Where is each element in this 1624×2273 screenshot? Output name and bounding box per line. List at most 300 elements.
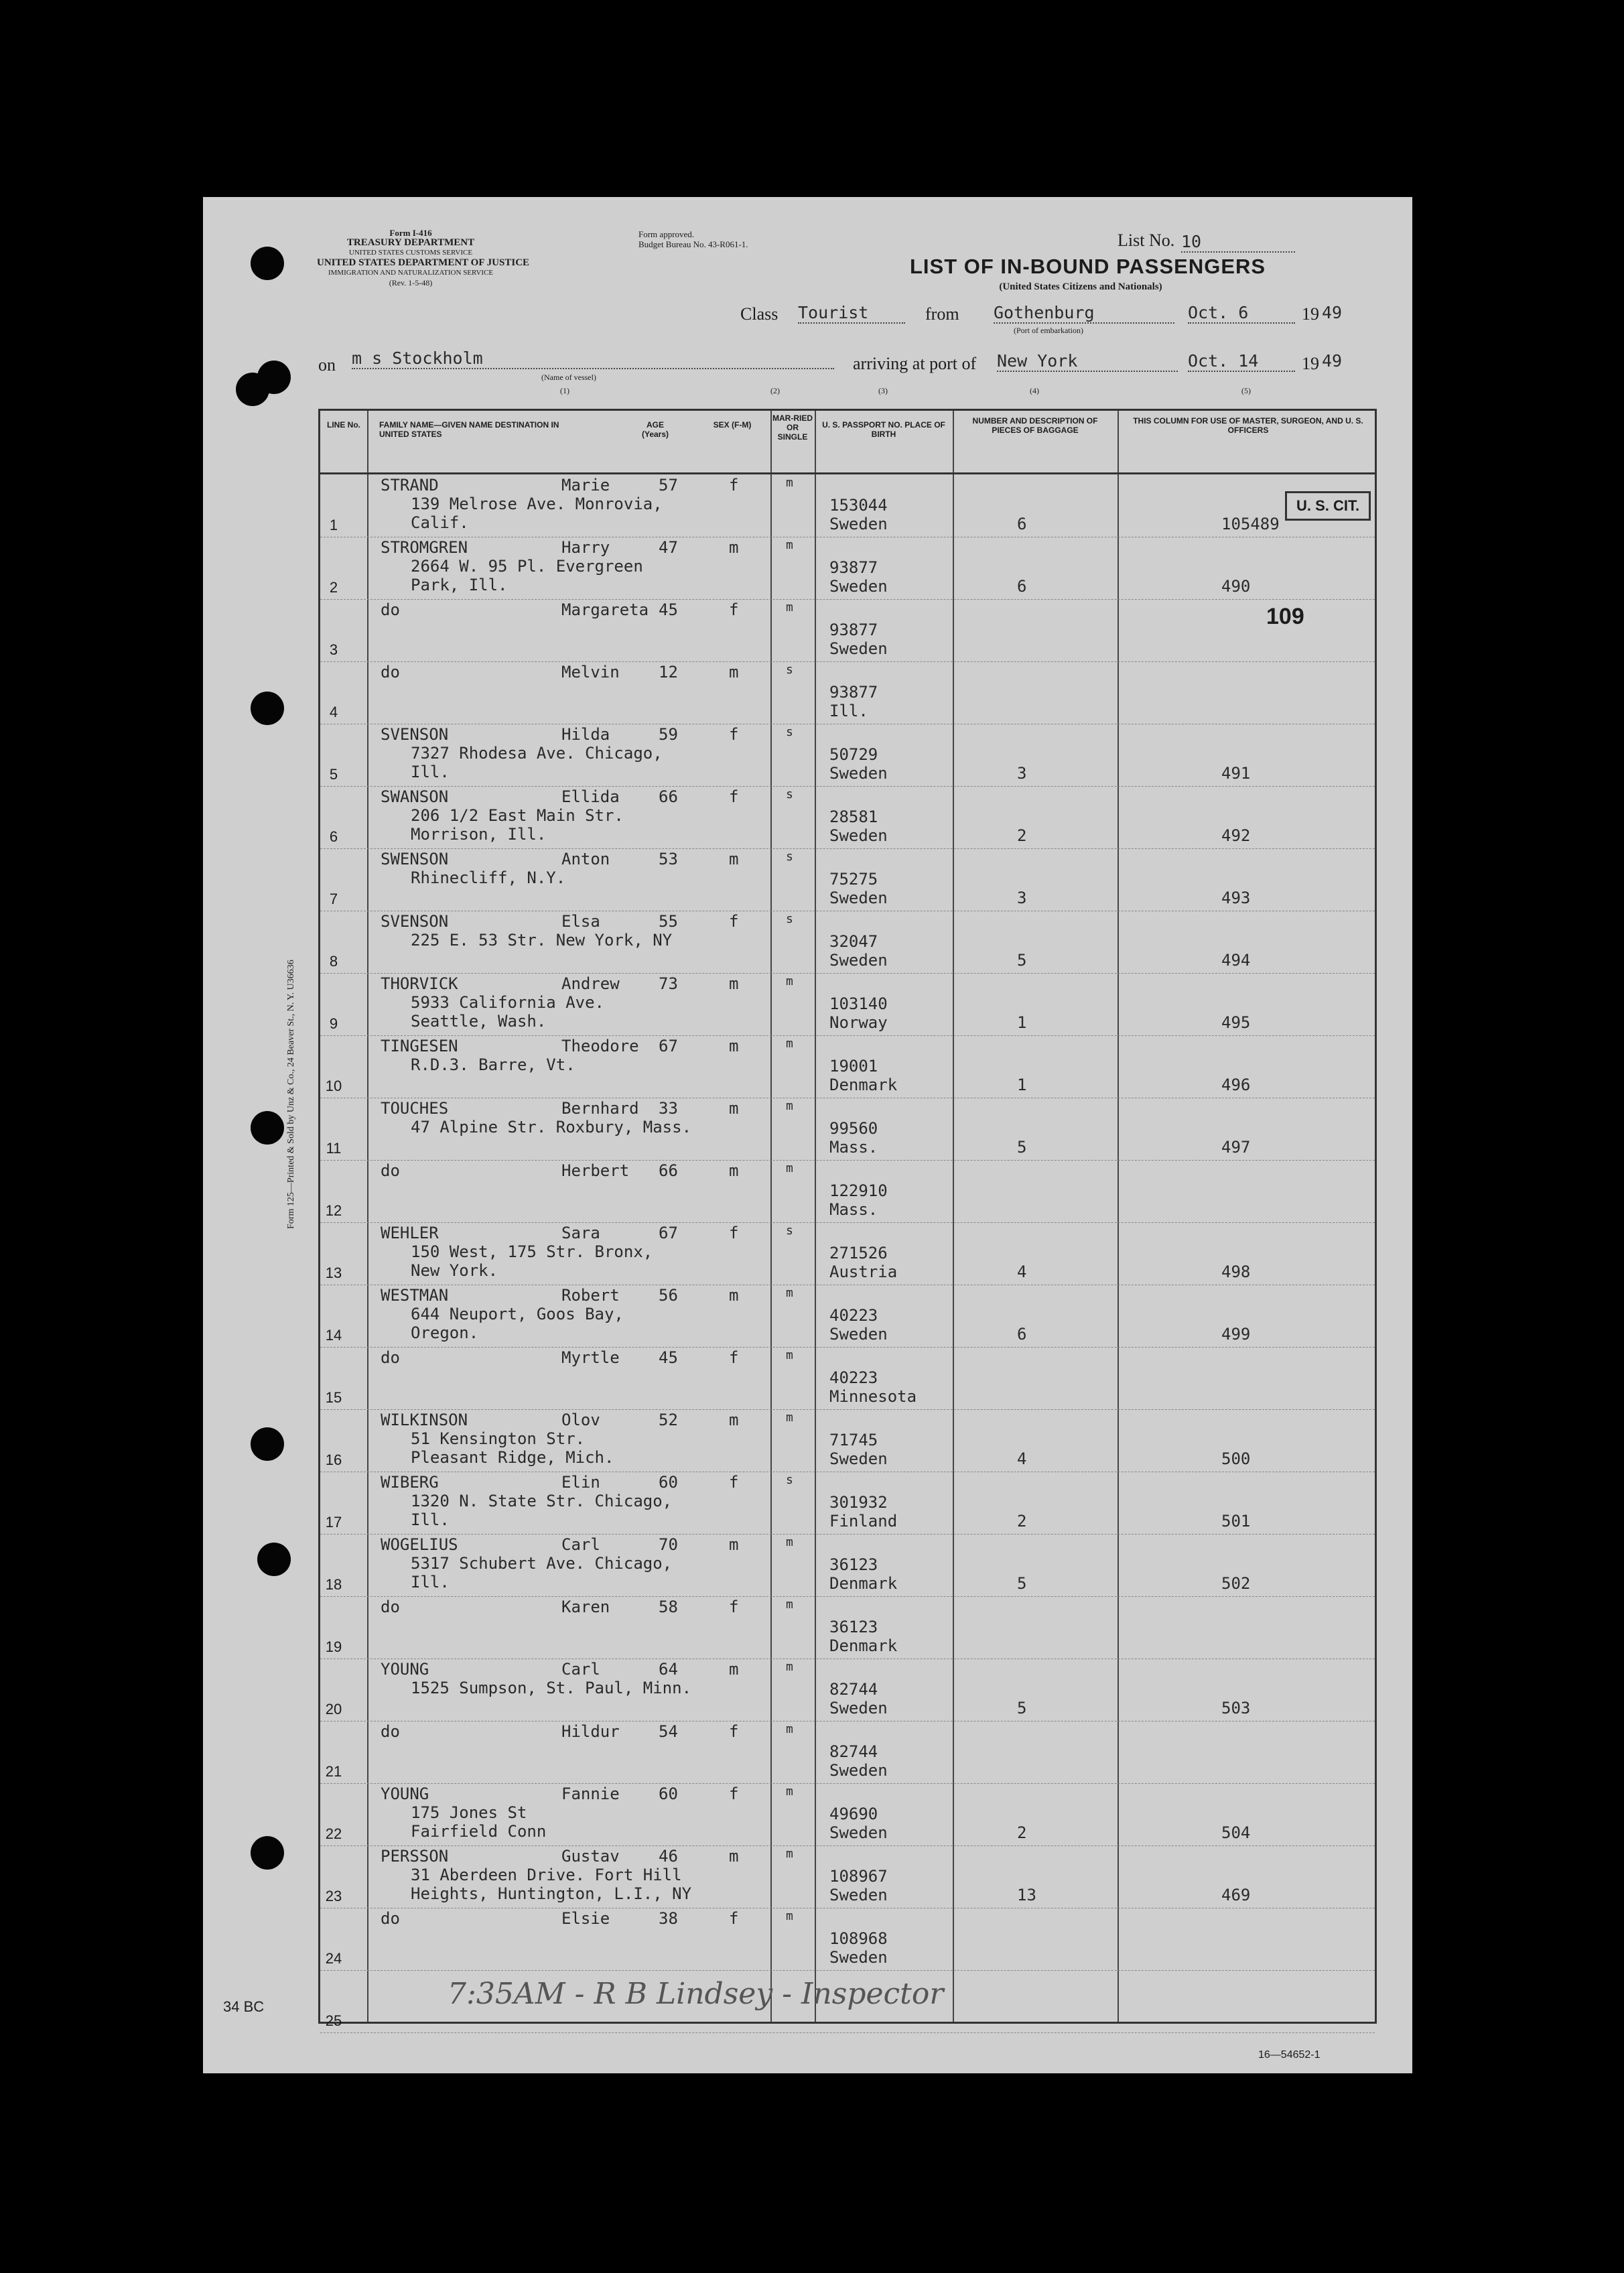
sex: m	[729, 1535, 739, 1554]
officer-number: 495	[1221, 1013, 1251, 1032]
officer-number: 501	[1221, 1512, 1251, 1531]
baggage-count: 2	[1017, 1512, 1027, 1531]
treasury-label: TREASURY DEPARTMENT	[346, 237, 475, 248]
destination-line: 47 Alpine Str. Roxbury, Mass.	[411, 1118, 692, 1136]
table-row	[320, 911, 1375, 974]
passport-number: 271526	[829, 1244, 888, 1262]
officer-number: 497	[1221, 1138, 1251, 1157]
destination-line: 225 E. 53 Str. New York, NY	[411, 931, 673, 950]
family-name: WOGELIUS	[381, 1535, 458, 1554]
port-caption: (Port of embarkation)	[1014, 326, 1083, 335]
family-name: THORVICK	[381, 974, 458, 993]
family-name: WIBERG	[381, 1473, 439, 1492]
family-name: SVENSON	[381, 912, 449, 931]
baggage-count: 6	[1017, 577, 1027, 596]
table-row	[320, 1409, 1375, 1472]
family-name: WEHLER	[381, 1224, 439, 1242]
passport-number: 301932	[829, 1493, 888, 1512]
line-number: 7	[329, 891, 338, 907]
destination-line: Heights, Huntington, L.I., NY	[411, 1884, 692, 1903]
marital-status: m	[786, 1037, 793, 1051]
line-number: 4	[329, 704, 338, 720]
marital-status: s	[786, 725, 793, 739]
print-code: 16—54652-1	[1258, 2049, 1321, 2061]
col-header-officers: THIS COLUMN FOR USE OF MASTER, SURGEON, AND U. S. OFFICERS	[1133, 416, 1363, 435]
col-num-2: (2)	[770, 386, 780, 395]
sex: m	[729, 1161, 739, 1180]
family-name: do	[381, 1909, 400, 1928]
passport-number: 122910	[829, 1181, 888, 1200]
officer-number: 492	[1221, 826, 1251, 845]
family-name: YOUNG	[381, 1784, 429, 1803]
age: 59	[659, 725, 678, 744]
place-of-birth: Norway	[829, 1013, 888, 1032]
col-num-5: (5)	[1241, 386, 1251, 395]
table-row	[320, 1472, 1375, 1535]
destination-line: 51 Kensington Str.	[411, 1429, 586, 1448]
destination-line: Fairfield Conn	[411, 1822, 547, 1841]
marital-status: m	[786, 1909, 793, 1923]
table-row	[320, 474, 1375, 537]
table-row	[320, 1783, 1375, 1846]
marital-status: s	[786, 850, 793, 864]
marital-status: s	[786, 1473, 793, 1487]
from-label: from	[925, 304, 959, 324]
destination-line: Ill.	[411, 763, 450, 781]
binder-hole	[236, 373, 269, 406]
baggage-count: 3	[1017, 889, 1027, 907]
age: 58	[659, 1598, 678, 1616]
age: 66	[659, 787, 678, 806]
list-no-value: 10	[1181, 232, 1295, 253]
passport-number: 93877	[829, 621, 878, 639]
age: 45	[659, 1348, 678, 1367]
place-of-birth: Sweden	[829, 1823, 888, 1842]
binder-hole	[251, 1836, 284, 1870]
age: 54	[659, 1722, 678, 1741]
destination-line: 139 Melrose Ave. Monrovia,	[411, 495, 663, 513]
family-name: STRAND	[381, 476, 439, 495]
sex: m	[729, 1411, 739, 1429]
table-row	[320, 848, 1375, 911]
marital-status: m	[786, 1348, 793, 1362]
line-number: 13	[325, 1264, 342, 1281]
baggage-count: 2	[1017, 826, 1027, 845]
from-value: Gothenburg	[994, 303, 1174, 324]
given-name: Carl	[561, 1660, 600, 1679]
given-name: Hildur	[561, 1722, 620, 1741]
marital-status: m	[786, 1784, 793, 1799]
place-of-birth: Sweden	[829, 1449, 888, 1468]
baggage-count: 1	[1017, 1013, 1027, 1032]
place-of-birth: Sweden	[829, 1886, 888, 1904]
destination-line: 206 1/2 East Main Str.	[411, 806, 624, 825]
line-number: 8	[329, 953, 338, 970]
given-name: Ellida	[561, 787, 620, 806]
destination-line: 5933 California Ave.	[411, 993, 604, 1012]
baggage-count: 5	[1017, 951, 1027, 970]
place-of-birth: Sweden	[829, 889, 888, 907]
marital-status: m	[786, 1535, 793, 1549]
table-row	[320, 1908, 1375, 1971]
table-row	[320, 786, 1375, 849]
family-name: PERSSON	[381, 1847, 449, 1866]
family-name: SWANSON	[381, 787, 449, 806]
ins-label: IMMIGRATION AND NATURALIZATION SERVICE	[328, 269, 494, 277]
baggage-count: 13	[1017, 1886, 1036, 1904]
vessel-name: m s Stockholm	[352, 348, 834, 369]
line-number: 19	[325, 1638, 342, 1655]
place-of-birth: Sweden	[829, 1699, 888, 1717]
table-row	[320, 599, 1375, 662]
sex: f	[729, 600, 739, 619]
baggage-count: 4	[1017, 1449, 1027, 1468]
destination-line: Oregon.	[411, 1323, 479, 1342]
baggage-count: 5	[1017, 1138, 1027, 1157]
form-header-left	[317, 228, 530, 288]
passport-number: 32047	[829, 932, 878, 951]
line-number: 22	[325, 1825, 342, 1842]
marital-status: m	[786, 476, 793, 490]
sex: m	[729, 1847, 739, 1866]
col-header-married: MAR-RIED OR SINGLE	[772, 413, 813, 442]
place-of-birth: Minnesota	[829, 1387, 917, 1406]
family-name: SVENSON	[381, 725, 449, 744]
sex: m	[729, 974, 739, 993]
line-number: 21	[325, 1763, 342, 1780]
passport-number: 108967	[829, 1867, 888, 1886]
line-number: 16	[325, 1451, 342, 1468]
table-row	[320, 1596, 1375, 1659]
destination-line: Ill.	[411, 1573, 450, 1592]
sex: f	[729, 1722, 739, 1741]
sex: m	[729, 1660, 739, 1679]
destination-line: 2664 W. 95 Pl. Evergreen	[411, 557, 643, 576]
officer-number: 499	[1221, 1325, 1251, 1344]
sex: f	[729, 476, 739, 495]
marital-status: m	[786, 1286, 793, 1300]
destination-line: Ill.	[411, 1510, 450, 1529]
inspector-signature: 7:35AM - R B Lindsey - Inspector	[448, 1977, 944, 2011]
given-name: Theodore	[561, 1037, 639, 1055]
marital-status: m	[786, 600, 793, 614]
place-of-birth: Denmark	[829, 1636, 898, 1655]
table-row	[320, 1721, 1375, 1784]
given-name: Elsie	[561, 1909, 610, 1928]
given-name: Gustav	[561, 1847, 620, 1866]
age: 64	[659, 1660, 678, 1679]
family-name: TOUCHES	[381, 1099, 449, 1118]
place-of-birth: Finland	[829, 1512, 898, 1531]
place-of-birth: Austria	[829, 1262, 898, 1281]
document-page	[203, 197, 1412, 2073]
passport-number: 40223	[829, 1368, 878, 1387]
departure-year: 49	[1322, 303, 1343, 322]
line-number: 15	[325, 1389, 342, 1406]
marital-status: m	[786, 1660, 793, 1674]
arrival-year-prefix: 19	[1302, 354, 1319, 373]
given-name: Bernhard	[561, 1099, 639, 1118]
corner-code: 34 BC	[223, 1998, 265, 2015]
given-name: Herbert	[561, 1161, 630, 1180]
baggage-count: 5	[1017, 1574, 1027, 1593]
binder-hole	[251, 1111, 284, 1145]
destination-line: 31 Aberdeen Drive. Fort Hill	[411, 1866, 682, 1884]
line-number: 12	[325, 1202, 342, 1219]
passport-number: 153044	[829, 496, 888, 515]
family-name: do	[381, 600, 400, 619]
age: 60	[659, 1473, 678, 1492]
arrival-port: New York	[997, 351, 1178, 372]
line-number: 2	[329, 579, 338, 596]
binder-hole	[251, 247, 284, 280]
place-of-birth: Sweden	[829, 1948, 888, 1967]
age: 70	[659, 1535, 678, 1554]
passport-number: 71745	[829, 1431, 878, 1449]
sex: f	[729, 1224, 739, 1242]
age: 45	[659, 600, 678, 619]
age: 66	[659, 1161, 678, 1180]
family-name: do	[381, 1722, 400, 1741]
place-of-birth: Mass.	[829, 1138, 878, 1157]
age: 53	[659, 850, 678, 868]
passport-number: 19001	[829, 1057, 878, 1076]
arriving-label: arriving at port of	[853, 354, 977, 373]
destination-line: 1320 N. State Str. Chicago,	[411, 1492, 673, 1510]
line-number: 3	[329, 641, 338, 658]
line-number: 10	[325, 1078, 342, 1094]
line-number: 14	[325, 1327, 342, 1344]
table-row	[320, 1845, 1375, 1908]
officer-number: 105489	[1221, 515, 1280, 533]
place-of-birth: Mass.	[829, 1200, 878, 1219]
col-header-line: LINE No.	[327, 420, 360, 430]
table-row	[320, 973, 1375, 1036]
class-label: Class	[740, 304, 779, 324]
place-of-birth: Sweden	[829, 951, 888, 970]
sex: m	[729, 850, 739, 868]
passport-number: 36123	[829, 1618, 878, 1636]
family-name: do	[381, 1348, 400, 1367]
table-row	[320, 1035, 1375, 1098]
sex: f	[729, 1473, 739, 1492]
line-number: 24	[325, 1950, 342, 1967]
arrival-year: 49	[1322, 351, 1343, 371]
age: 56	[659, 1286, 678, 1305]
sex: m	[729, 1286, 739, 1305]
line-number: 23	[325, 1888, 342, 1904]
given-name: Robert	[561, 1286, 620, 1305]
destination-line: Pleasant Ridge, Mich.	[411, 1448, 614, 1467]
marital-status: m	[786, 1847, 793, 1861]
printer-margin-note: Form 125—Printed & Sold by Unz & Co., 24 Beaver St., N. Y. U36636	[286, 960, 296, 1229]
officer-number: 494	[1221, 951, 1251, 970]
col-num-4: (4)	[1030, 386, 1039, 395]
marital-status: m	[786, 1598, 793, 1612]
destination-line: Rhinecliff, N.Y.	[411, 868, 566, 887]
officer-number: 498	[1221, 1262, 1251, 1281]
passport-number: 50729	[829, 745, 878, 764]
marital-status: s	[786, 787, 793, 801]
stamp-number: 109	[1266, 604, 1304, 629]
destination-line: 7327 Rhodesa Ave. Chicago,	[411, 744, 663, 763]
given-name: Harry	[561, 538, 610, 557]
approval-block	[638, 229, 748, 249]
officer-number: 500	[1221, 1449, 1251, 1468]
justice-label: UNITED STATES DEPARTMENT OF JUSTICE	[317, 257, 530, 268]
sex: f	[729, 725, 739, 744]
destination-line: R.D.3. Barre, Vt.	[411, 1055, 576, 1074]
destination-line: 644 Neuport, Goos Bay,	[411, 1305, 624, 1323]
budget-text: Budget Bureau No. 43-R061-1.	[638, 239, 748, 249]
age: 57	[659, 476, 678, 495]
passport-number: 82744	[829, 1742, 878, 1761]
line-number: 9	[329, 1015, 338, 1032]
given-name: Myrtle	[561, 1348, 620, 1367]
destination-line: Calif.	[411, 513, 469, 532]
table-row	[320, 1098, 1375, 1161]
given-name: Hilda	[561, 725, 610, 744]
place-of-birth: Denmark	[829, 1076, 898, 1094]
table-row	[320, 1534, 1375, 1597]
col-num-3: (3)	[878, 386, 888, 395]
family-name: WILKINSON	[381, 1411, 468, 1429]
marital-status: m	[786, 538, 793, 552]
col-header-sex: SEX (F-M)	[713, 420, 752, 430]
table-row	[320, 1347, 1375, 1410]
baggage-count: 5	[1017, 1699, 1027, 1717]
line-number: 17	[325, 1514, 342, 1531]
officer-number: 469	[1221, 1886, 1251, 1904]
col-num-1: (1)	[560, 386, 569, 395]
us-citizen-stamp: U. S. CIT.	[1285, 491, 1371, 521]
sex: f	[729, 1598, 739, 1616]
place-of-birth: Sweden	[829, 639, 888, 658]
list-no-label: List No.	[1118, 231, 1175, 250]
baggage-count: 6	[1017, 515, 1027, 533]
family-name: STROMGREN	[381, 538, 468, 557]
customs-label: UNITED STATES CUSTOMS SERVICE	[348, 249, 473, 257]
age: 52	[659, 1411, 678, 1429]
marital-status: m	[786, 974, 793, 988]
marital-status: s	[786, 912, 793, 926]
given-name: Olov	[561, 1411, 600, 1429]
passport-number: 99560	[829, 1119, 878, 1138]
place-of-birth: Denmark	[829, 1574, 898, 1593]
approval-text: Form approved.	[638, 229, 695, 239]
age: 38	[659, 1909, 678, 1928]
table-row	[320, 1659, 1375, 1722]
officer-number: 504	[1221, 1823, 1251, 1842]
departure-date: Oct. 6	[1188, 303, 1295, 324]
passport-number: 49690	[829, 1805, 878, 1823]
given-name: Karen	[561, 1598, 610, 1616]
line-number: 11	[326, 1140, 342, 1157]
age: 73	[659, 974, 678, 993]
col-header-passport: U. S. PASSPORT NO. PLACE OF BIRTH	[822, 420, 945, 439]
binder-hole	[251, 692, 284, 725]
class-value: Tourist	[798, 303, 905, 324]
sex: m	[729, 1099, 739, 1118]
table-row	[320, 1160, 1375, 1223]
destination-line: Morrison, Ill.	[411, 825, 547, 844]
marital-status: s	[786, 1224, 793, 1238]
line-number: 6	[329, 828, 338, 845]
given-name: Melvin	[561, 663, 620, 681]
table-row	[320, 661, 1375, 724]
officer-number: 493	[1221, 889, 1251, 907]
line-number: 1	[329, 517, 338, 533]
place-of-birth: Sweden	[829, 1761, 888, 1780]
officer-number: 502	[1221, 1574, 1251, 1593]
arrival-date: Oct. 14	[1188, 351, 1295, 372]
age: 46	[659, 1847, 678, 1866]
table-row	[320, 1285, 1375, 1348]
passport-number: 75275	[829, 870, 878, 889]
officer-number: 490	[1221, 577, 1251, 596]
age: 12	[659, 663, 678, 681]
passport-number: 108968	[829, 1929, 888, 1948]
baggage-count: 6	[1017, 1325, 1027, 1344]
passport-number: 28581	[829, 807, 878, 826]
line-number: 25	[325, 2012, 342, 2029]
family-name: do	[381, 1598, 400, 1616]
age: 60	[659, 1784, 678, 1803]
destination-line: 5317 Schubert Ave. Chicago,	[411, 1554, 673, 1573]
sex: f	[729, 912, 739, 931]
age: 55	[659, 912, 678, 931]
line-number: 20	[325, 1701, 342, 1717]
officer-number: 496	[1221, 1076, 1251, 1094]
table-row	[320, 537, 1375, 600]
sex: f	[729, 1909, 739, 1928]
col-header-name: FAMILY NAME—GIVEN NAME DESTINATION IN UNITED STATES	[379, 420, 559, 439]
destination-line: Park, Ill.	[411, 576, 508, 594]
place-of-birth: Sweden	[829, 515, 888, 533]
given-name: Elsa	[561, 912, 600, 931]
passport-number: 103140	[829, 994, 888, 1013]
departure-year-prefix: 19	[1302, 304, 1319, 324]
sex: m	[729, 538, 739, 557]
age: 47	[659, 538, 678, 557]
baggage-count: 1	[1017, 1076, 1027, 1094]
destination-line: Seattle, Wash.	[411, 1012, 547, 1031]
revision-label: (Rev. 1-5-48)	[389, 278, 433, 287]
destination-line: 150 West, 175 Str. Bronx,	[411, 1242, 653, 1261]
sex: m	[729, 663, 739, 681]
family-name: SWENSON	[381, 850, 449, 868]
sex: m	[729, 1037, 739, 1055]
given-name: Carl	[561, 1535, 600, 1554]
col-header-baggage: NUMBER AND DESCRIPTION OF PIECES OF BAGGAGE	[972, 416, 1098, 435]
passport-number: 93877	[829, 683, 878, 702]
officer-number: 491	[1221, 764, 1251, 783]
table-row	[320, 1222, 1375, 1285]
table-row	[320, 724, 1375, 787]
page-title: LIST OF IN-BOUND PASSENGERS	[910, 255, 1266, 278]
sex: f	[729, 787, 739, 806]
place-of-birth: Sweden	[829, 764, 888, 783]
marital-status: m	[786, 1099, 793, 1113]
family-name: do	[381, 663, 400, 681]
place-of-birth: Sweden	[829, 1325, 888, 1344]
given-name: Anton	[561, 850, 610, 868]
line-number: 5	[329, 766, 338, 783]
officer-number: 503	[1221, 1699, 1251, 1717]
sex: f	[729, 1348, 739, 1367]
passenger-table	[318, 409, 1377, 2029]
marital-status: m	[786, 1722, 793, 1736]
